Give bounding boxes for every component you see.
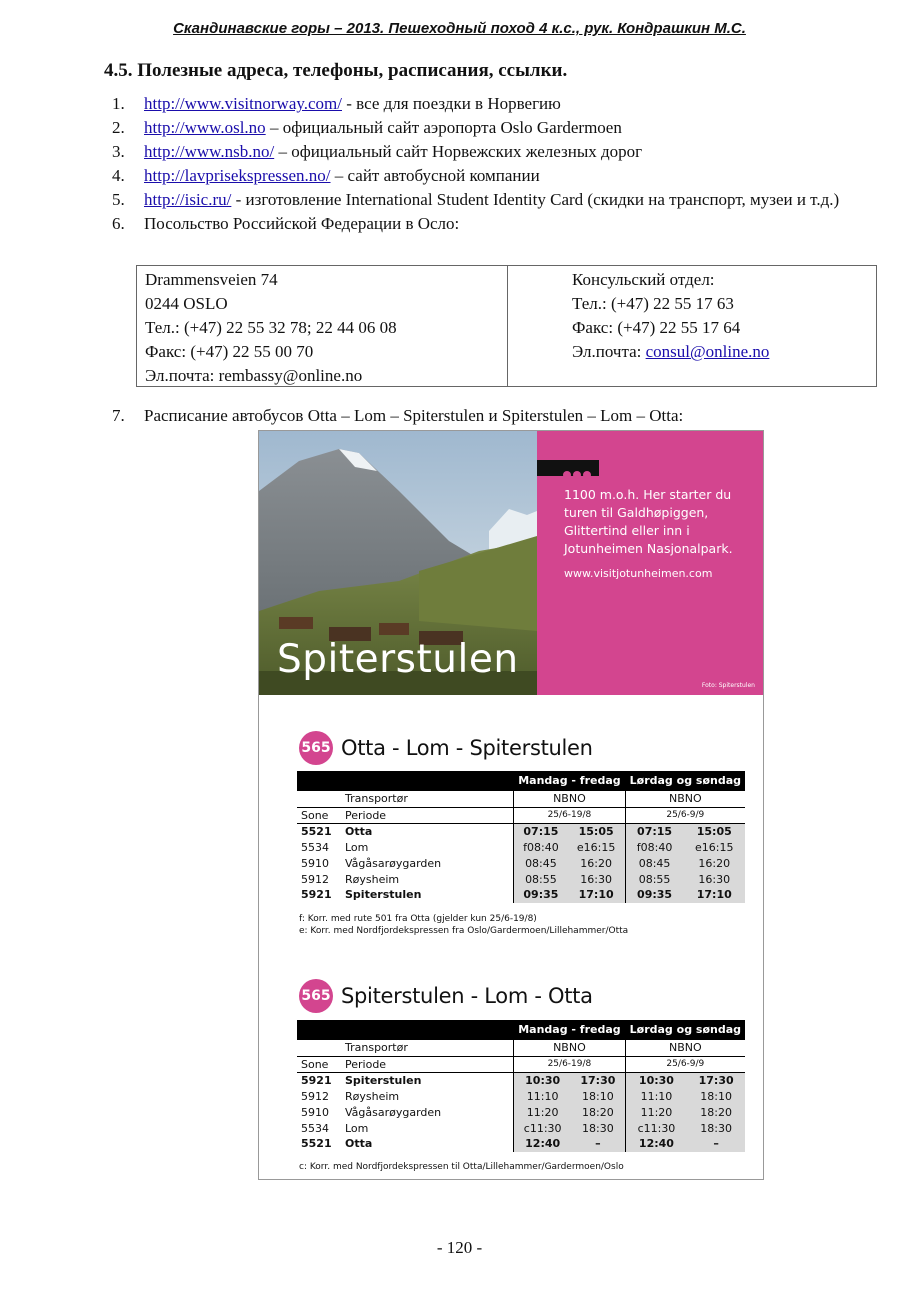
time-cell: 07:15	[625, 824, 683, 840]
list-number: 1.	[112, 94, 125, 113]
time-cell: 16:30	[683, 872, 745, 888]
list-text: – сайт автобусной компании	[330, 166, 540, 185]
list-item	[112, 188, 882, 212]
route-badge: 565	[299, 979, 333, 1013]
page-number: - 120 -	[436, 1238, 483, 1257]
table-cell: NBNO	[514, 791, 625, 807]
time-cell: 12:40	[625, 1136, 687, 1152]
sone-cell: 5534	[301, 841, 329, 855]
list-text: Расписание автобусов Otta – Lom – Spiterstulen и Spiterstulen – Lom – Otta:	[144, 406, 684, 425]
note-line: f: Korr. med rute 501 fra Otta (gjelder kun 25/6-19/8)	[299, 914, 537, 924]
header-blank	[297, 1020, 514, 1040]
embassy-line: 0244 OSLO	[145, 294, 228, 313]
stop-cell: Otta	[345, 1137, 373, 1151]
time-cell: 18:30	[687, 1121, 745, 1137]
transport-row	[297, 791, 745, 807]
table-cell: NBNO	[625, 1040, 745, 1056]
consular-line: Факс: (+47) 22 55 17 64	[572, 318, 741, 337]
stop-cell: Lom	[345, 841, 369, 855]
time-cell: 10:30	[514, 1073, 571, 1089]
sone-cell: 5921	[301, 1074, 332, 1088]
time-cell: 15:05	[683, 824, 745, 840]
time-cell: 11:20	[514, 1105, 571, 1121]
table-cell: Periode	[345, 808, 387, 822]
consular-line: Тел.: (+47) 22 55 17 63	[572, 294, 734, 313]
embassy-line: Тел.: (+47) 22 55 32 78; 22 44 06 08	[145, 318, 397, 337]
pink-info-panel	[537, 431, 763, 695]
table-cell: 25/6-9/9	[625, 1056, 745, 1073]
table-cell: NBNO	[625, 791, 745, 807]
list-text-wrap	[144, 92, 882, 116]
promo-text: 1100 m.o.h. Her starter du turen til Galdhøpiggen, Glittertind eller inn i Jotunheimen Nasjonalpark.	[564, 487, 733, 556]
consular-cell	[508, 266, 777, 386]
time-cell: 18:20	[687, 1105, 745, 1121]
time-cell: 18:20	[571, 1105, 625, 1121]
timetable	[297, 1020, 745, 1152]
embassy-line: Эл.почта: rembassy@online.no	[145, 366, 363, 385]
table-row	[297, 1073, 745, 1089]
time-cell: 12:40	[514, 1136, 571, 1152]
external-link[interactable]: http://www.osl.no	[144, 118, 266, 137]
list-text: – официальный сайт аэропорта Oslo Gardermoen	[265, 118, 622, 137]
table-cell	[297, 791, 341, 807]
column-header: Lørdag og søndag	[625, 1020, 745, 1040]
route-title: Otta - Lom - Spiterstulen	[341, 736, 593, 760]
list-number: 3.	[112, 142, 125, 161]
route-title: Spiterstulen - Lom - Otta	[341, 984, 593, 1008]
list-item	[112, 92, 882, 116]
time-cell: 17:30	[687, 1073, 745, 1089]
column-header: Lørdag og søndag	[625, 771, 745, 791]
table-row	[297, 1089, 745, 1105]
time-cell: f08:40	[514, 840, 568, 856]
route-heading	[299, 731, 593, 765]
stop-cell: Vågåsarøygarden	[345, 1105, 442, 1119]
promo-url: www.visitjotunheimen.com	[564, 567, 713, 580]
time-cell: c11:30	[514, 1121, 571, 1137]
list-item	[112, 212, 882, 236]
table-cell: Transportør	[345, 1041, 408, 1054]
table-cell: 25/6-19/8	[514, 1056, 625, 1073]
list-text-wrap	[144, 164, 882, 188]
time-cell: 10:30	[625, 1073, 687, 1089]
time-cell: 09:35	[625, 887, 683, 903]
list-item	[112, 406, 683, 426]
time-cell: 16:20	[683, 856, 745, 872]
embassy-table	[136, 265, 877, 387]
table-row	[297, 872, 745, 888]
time-cell: 11:20	[625, 1105, 687, 1121]
time-cell: 11:10	[514, 1089, 571, 1105]
time-cell: 08:45	[514, 856, 568, 872]
sone-cell: 5912	[301, 1090, 329, 1104]
external-link[interactable]: http://lavprisekspressen.no/	[144, 166, 331, 185]
list-number: 7.	[112, 406, 125, 425]
table-row	[297, 840, 745, 856]
list-text-wrap	[144, 188, 882, 212]
time-cell: –	[571, 1136, 625, 1152]
time-cell: –	[687, 1136, 745, 1152]
list-item	[112, 116, 882, 140]
list-text-wrap	[144, 212, 882, 236]
note-line: c: Korr. med Nordfjordekspressen til Otta/Lillehammer/Gardermoen/Oslo	[299, 1162, 624, 1172]
list-item	[112, 140, 882, 164]
stop-cell: Spiterstulen	[345, 1074, 422, 1088]
bus-schedule-flyer	[258, 430, 764, 1180]
list-item	[112, 164, 882, 188]
table-row	[297, 1105, 745, 1121]
time-cell: 08:45	[625, 856, 683, 872]
table-cell	[297, 1040, 341, 1056]
sone-cell: 5521	[301, 825, 332, 839]
time-cell: 18:30	[571, 1121, 625, 1137]
sone-cell: 5921	[301, 888, 332, 902]
time-cell: 18:10	[571, 1089, 625, 1105]
table-row	[297, 1121, 745, 1137]
column-header: Mandag - fredag	[514, 771, 625, 791]
embassy-line: Drammensveien 74	[145, 270, 278, 289]
time-cell: 08:55	[625, 872, 683, 888]
table-row	[297, 1136, 745, 1152]
sone-cell: 5910	[301, 856, 329, 870]
photo-credit: Foto: Spiterstulen	[701, 682, 755, 689]
consular-line: Консульский отдел:	[572, 270, 715, 289]
time-cell: 09:35	[514, 887, 568, 903]
table-cell: 25/6-9/9	[625, 807, 745, 824]
photo-title: Spiterstulen	[277, 637, 519, 682]
section-title: 4.5. Полезные адреса, телефоны, расписания, ссылки.	[104, 60, 568, 81]
external-link[interactable]: http://isic.ru/	[144, 190, 232, 209]
external-link[interactable]: http://www.visitnorway.com/	[144, 94, 342, 113]
list-text-wrap	[144, 140, 882, 164]
table-row	[297, 887, 745, 903]
consular-email-link[interactable]: consul@online.no	[645, 342, 770, 361]
transport-row	[297, 1040, 745, 1056]
list-number: 5.	[112, 190, 125, 209]
stop-cell: Vågåsarøygarden	[345, 856, 442, 870]
list-number: 4.	[112, 166, 125, 185]
stop-cell: Røysheim	[345, 872, 400, 886]
column-header: Mandag - fredag	[514, 1020, 625, 1040]
links-list	[112, 92, 882, 236]
timetable-notes	[299, 913, 628, 937]
table-cell: Periode	[345, 1057, 387, 1071]
email-label: Эл.почта:	[572, 342, 646, 361]
embassy-line: Факс: (+47) 22 55 00 70	[145, 342, 314, 361]
list-text: – официальный сайт Норвежских железных дорог	[274, 142, 643, 161]
time-cell: 16:30	[568, 872, 626, 888]
periode-row	[297, 1056, 745, 1073]
header-blank	[297, 771, 514, 791]
sone-cell: 5534	[301, 1121, 329, 1135]
time-cell: 18:10	[687, 1089, 745, 1105]
list-text: - изготовление International Student Identity Card (скидки на транспорт, музеи и т.д.)	[231, 190, 840, 209]
table-cell: Sone	[301, 808, 329, 822]
mountain-photo	[259, 431, 537, 695]
table-cell: Sone	[301, 1057, 329, 1071]
running-header: Скандинавские горы – 2013. Пешеходный поход 4 к.с., рук. Кондрашкин М.С.	[173, 20, 746, 37]
sone-cell: 5521	[301, 1137, 332, 1151]
sone-cell: 5912	[301, 872, 329, 886]
consular-email-line	[572, 340, 769, 364]
time-cell: e16:15	[683, 840, 745, 856]
list-number: 2.	[112, 118, 125, 137]
stop-cell: Otta	[345, 825, 373, 839]
time-cell: e16:15	[568, 840, 626, 856]
table-cell: NBNO	[514, 1040, 625, 1056]
stop-cell: Spiterstulen	[345, 888, 422, 902]
dots-icon	[563, 464, 593, 483]
time-cell: 07:15	[514, 824, 568, 840]
list-text: Посольство Российской Федерации в Осло:	[144, 214, 460, 233]
time-cell: 15:05	[568, 824, 626, 840]
embassy-address-cell	[137, 266, 508, 386]
note-line: e: Korr. med Nordfjordekspressen fra Oslo/Gardermoen/Lillehammer/Otta	[299, 926, 629, 936]
stop-cell: Lom	[345, 1121, 369, 1135]
timetable	[297, 771, 745, 903]
table-cell: Transportør	[345, 792, 408, 805]
list-text: - все для поездки в Норвегию	[342, 94, 561, 113]
timetable-notes	[299, 1161, 624, 1173]
route-heading	[299, 979, 593, 1013]
list-number: 6.	[112, 214, 125, 233]
list-text-wrap	[144, 116, 882, 140]
table-header-row	[297, 1020, 745, 1040]
route-badge: 565	[299, 731, 333, 765]
table-row	[297, 824, 745, 840]
table-header-row	[297, 771, 745, 791]
time-cell: f08:40	[625, 840, 683, 856]
table-row	[297, 856, 745, 872]
time-cell: 16:20	[568, 856, 626, 872]
stop-cell: Røysheim	[345, 1090, 400, 1104]
periode-row	[297, 807, 745, 824]
time-cell: 08:55	[514, 872, 568, 888]
time-cell: 17:30	[571, 1073, 625, 1089]
table-cell: 25/6-19/8	[514, 807, 625, 824]
time-cell: c11:30	[625, 1121, 687, 1137]
time-cell: 17:10	[568, 887, 626, 903]
time-cell: 17:10	[683, 887, 745, 903]
external-link[interactable]: http://www.nsb.no/	[144, 142, 275, 161]
sone-cell: 5910	[301, 1105, 329, 1119]
time-cell: 11:10	[625, 1089, 687, 1105]
